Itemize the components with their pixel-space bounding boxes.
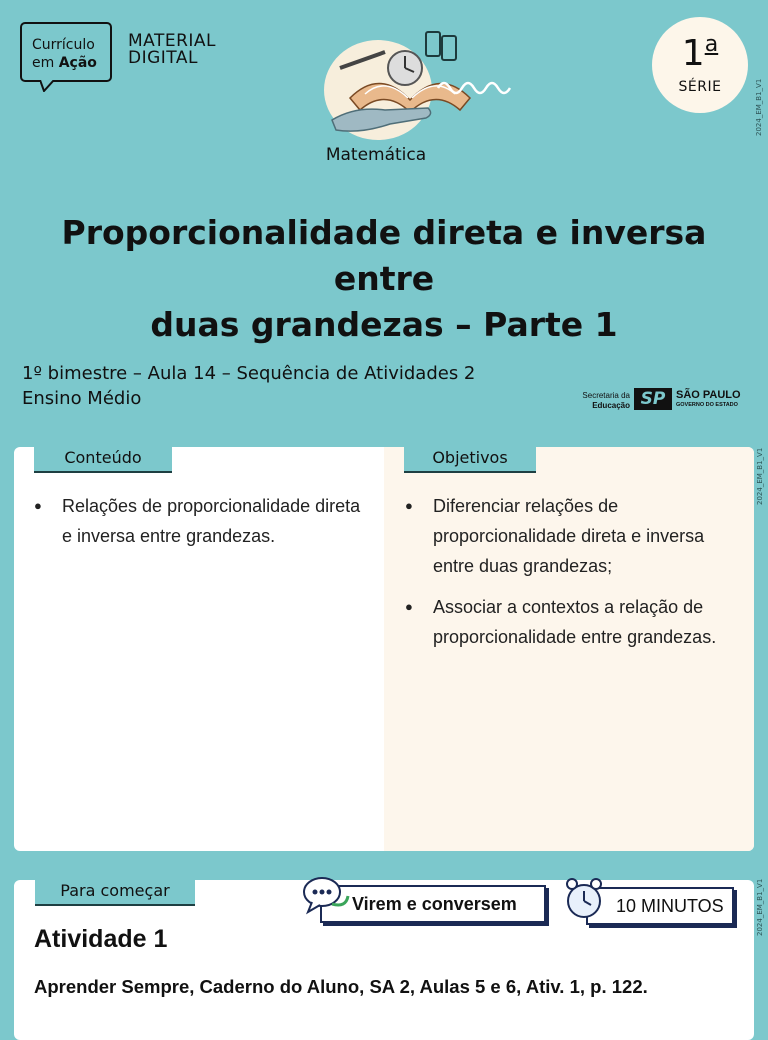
activity-reference: Aprender Sempre, Caderno do Aluno, SA 2, Aulas 5 e 6, Ativ. 1, p. 122. <box>34 976 648 997</box>
side-code-top: 2024_EM_B1_V1 <box>755 78 763 136</box>
tab-conteudo: Conteúdo <box>34 447 172 473</box>
alarm-clock-icon <box>562 876 608 922</box>
content-card <box>14 447 754 851</box>
sp-mark: SP <box>634 388 672 410</box>
serie-number: 1$^a$ <box>681 32 719 74</box>
lesson-title: Proporcionalidade direta e inversa entre duas grandezas – Parte 1 <box>61 213 707 344</box>
tab-objetivos: Objetivos <box>404 447 536 473</box>
logo-line2: em Ação <box>32 55 97 71</box>
serie-label: SÉRIE <box>678 79 722 95</box>
serie-badge <box>652 17 748 113</box>
virem-e-conversem-badge: Virem e conversem <box>320 885 546 923</box>
objectives-list <box>405 491 735 663</box>
list-item: ● Associar a contextos a relação de proporcionalidade entre grandezas. <box>405 592 735 652</box>
book-hand-illustration-icon <box>310 28 520 138</box>
tab-para-comecar: Para começar <box>35 878 195 906</box>
side-code-middle: 2024_EM_B1_V1 <box>756 447 764 505</box>
lesson-info: 1º bimestre – Aula 14 – Sequência de Atividades 2 <box>22 363 476 384</box>
speech-tail-icon <box>40 80 56 92</box>
curriculo-em-acao-logo <box>20 22 112 82</box>
duration-badge: 10 MINUTOS <box>586 887 734 925</box>
side-code-bottom: 2024_EM_B1_V1 <box>756 878 764 936</box>
education-level: Ensino Médio <box>22 388 142 409</box>
chat-bubbles-icon <box>302 874 352 916</box>
subject-label: Matemática <box>325 145 427 165</box>
content-list <box>34 491 369 562</box>
activity-title: Atividade 1 <box>34 925 168 953</box>
list-item: ● Diferenciar relações de proporcionalidade direta e inversa entre duas grandezas; <box>405 491 735 581</box>
logo-line1: Currículo <box>32 37 95 53</box>
material-digital-logo: MATERIAL DIGITAL <box>128 31 217 68</box>
list-item: ● Relações de proporcionalidade direta e inversa entre grandezas. <box>34 491 369 551</box>
